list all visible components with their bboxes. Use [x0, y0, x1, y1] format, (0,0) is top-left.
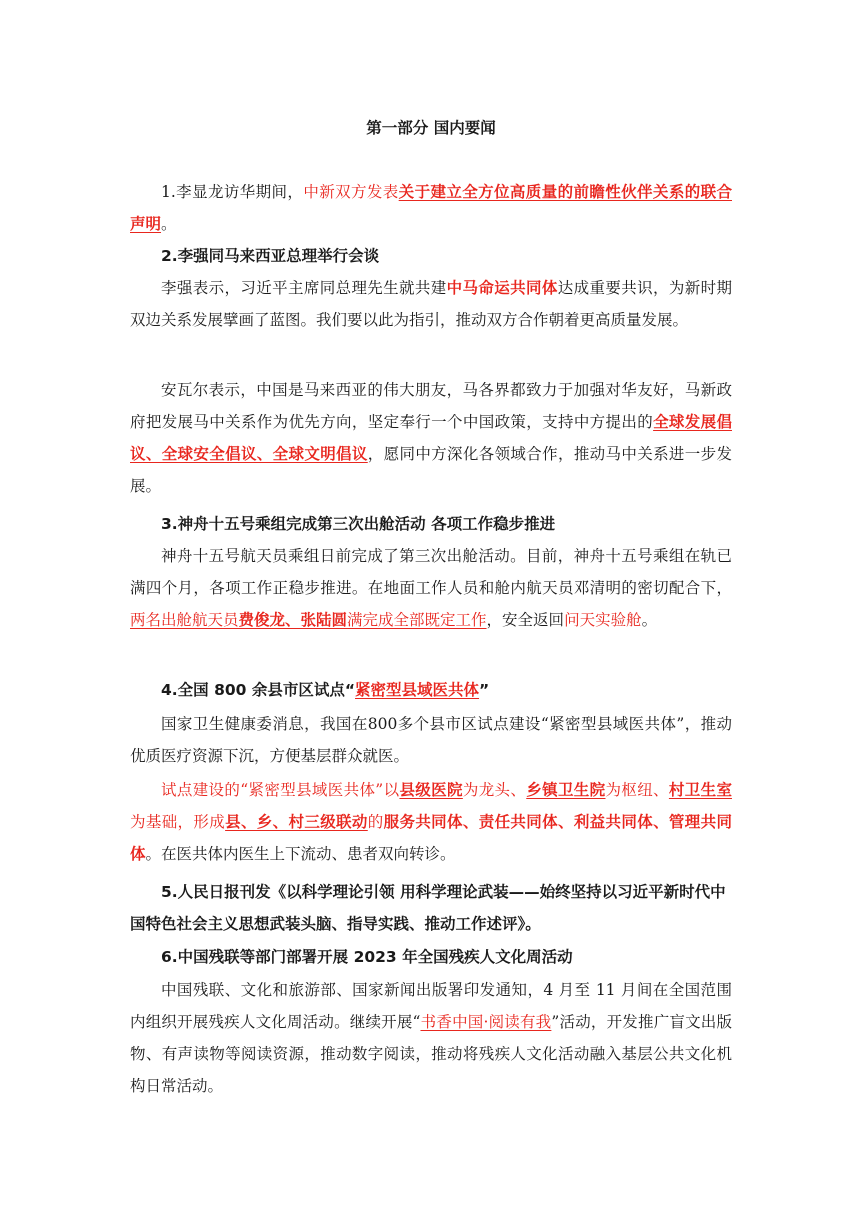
item3-astronauts-label: 两名出舱航天员 [130, 611, 239, 629]
item4-village-clinic: 村卫生室 [668, 781, 732, 799]
item2-p2-rest: ，愿同中方深化各领域合作，推动马中关系进一步发展。 [130, 445, 732, 495]
item4-township-clinic: 乡镇卫生院 [526, 781, 606, 799]
item2-p1-text: 李强表示，习近平主席同总理先生就共建 [161, 279, 447, 297]
news-item-4-heading [130, 674, 732, 706]
item6-rest: ”活动，开发推广盲文出版物、有声读物等阅读资源，推动数字阅读，推动将残疾人文化活动融入基层公共文化机构日常活动。 [130, 1013, 732, 1095]
item4-heading-text: 4.全国 800 余县市区试点“ [161, 681, 356, 699]
item2-p2-highlight: 全球发展倡议、全球安全倡议、全球文明倡议 [130, 413, 732, 463]
item3-completed: 满完成全部既定工作 [347, 611, 487, 629]
item4-p2-sep3: 为基础，形成 [130, 813, 226, 831]
item4-p2-rest: 。在医共体内医生上下流动、患者双向转诊。 [145, 845, 456, 863]
item2-p2-text: 安瓦尔表示，中国是马来西亚的伟大朋友，马各界都致力于加强对华友好，马新政府把发展马中关系作为优先方向，坚定奉行一个中国政策，支持中方提出的 [130, 381, 732, 431]
item4-communities: 服务共同体、责任共同体、利益共同体、管理共同体 [130, 813, 732, 863]
news-item-2-para-2 [130, 374, 732, 502]
item2-p1-rest: 达成重要共识，为新时期双边关系发展擘画了蓝图。我们要以此为指引，推动双方合作朝着更高质量发展。 [130, 279, 732, 329]
news-item-2-heading: 2.李强同马来西亚总理举行会谈 [161, 247, 380, 265]
news-item-3-heading: 3.神舟十五号乘组完成第三次出舱活动 各项工作稳步推进 [161, 515, 556, 533]
item4-p2-de: 的 [367, 813, 384, 831]
item4-p2-sep2: 为枢纽、 [605, 781, 669, 799]
section-title: 第一部分 国内要闻 [366, 119, 496, 137]
news-item-1 [130, 176, 732, 240]
item4-three-levels: 县、乡、村三级联动 [225, 813, 368, 831]
item6-text: 中国残联、文化和旅游部、国家新闻出版署印发通知，4 月至 11 月间在全国范围内组织开展残疾人文化周活动。继续开展“ [130, 981, 732, 1031]
item6-campaign: 书香中国·阅读有我 [420, 1013, 552, 1031]
news-item-3-para [130, 540, 732, 636]
item3-module: 问天实验舱 [564, 611, 642, 629]
news-item-4-para-2 [130, 774, 732, 870]
item4-p2-text: 试点建设的“紧密型县域医共体”以 [161, 781, 400, 799]
item3-text: 神舟十五号航天员乘组日前完成了第三次出舱活动。目前，神舟十五号乘组在轨已满四个月，各项工作正稳步推进。在地面工作人员和舱内航天员邓清明的密切配合下， [130, 547, 732, 597]
item3-end: 。 [641, 611, 658, 629]
item2-p1-highlight: 中马命运共同体 [446, 279, 558, 297]
item4-heading-end: ” [479, 681, 490, 699]
news-item-4-para-1: 国家卫生健康委消息，我国在800多个县市区试点建设“紧密型县域医共体”，推动优质医疗资源下沉，方便基层群众就医。 [130, 715, 732, 765]
item4-p2-sep1: 为龙头、 [462, 781, 527, 799]
item1-end: 。 [161, 215, 177, 233]
news-item-5-heading: 5.人民日报刊发《以科学理论引领 用科学理论武装——始终坚持以习近平新时代中国特色社会主义思想武装头脑、指导实践、推动工作述评》。 [130, 883, 726, 933]
item3-astronaut-names: 费俊龙、张陆圆 [238, 611, 348, 629]
item4-county-hospital: 县级医院 [399, 781, 463, 799]
news-item-2-para-1 [130, 272, 732, 336]
item1-highlight: 中新双方发表 [303, 183, 399, 201]
news-item-6-heading: 6.中国残联等部门部署开展 2023 年全国残疾人文化周活动 [161, 948, 573, 966]
item3-return: ，安全返回 [486, 611, 565, 629]
news-item-6-para [130, 974, 732, 1102]
item1-statement: 关于建立全方位高质量的前瞻性伙伴关系的联合声明 [130, 183, 732, 233]
item1-text: 1.李显龙访华期间， [161, 183, 304, 201]
item4-heading-highlight: 紧密型县域医共体 [355, 681, 480, 699]
